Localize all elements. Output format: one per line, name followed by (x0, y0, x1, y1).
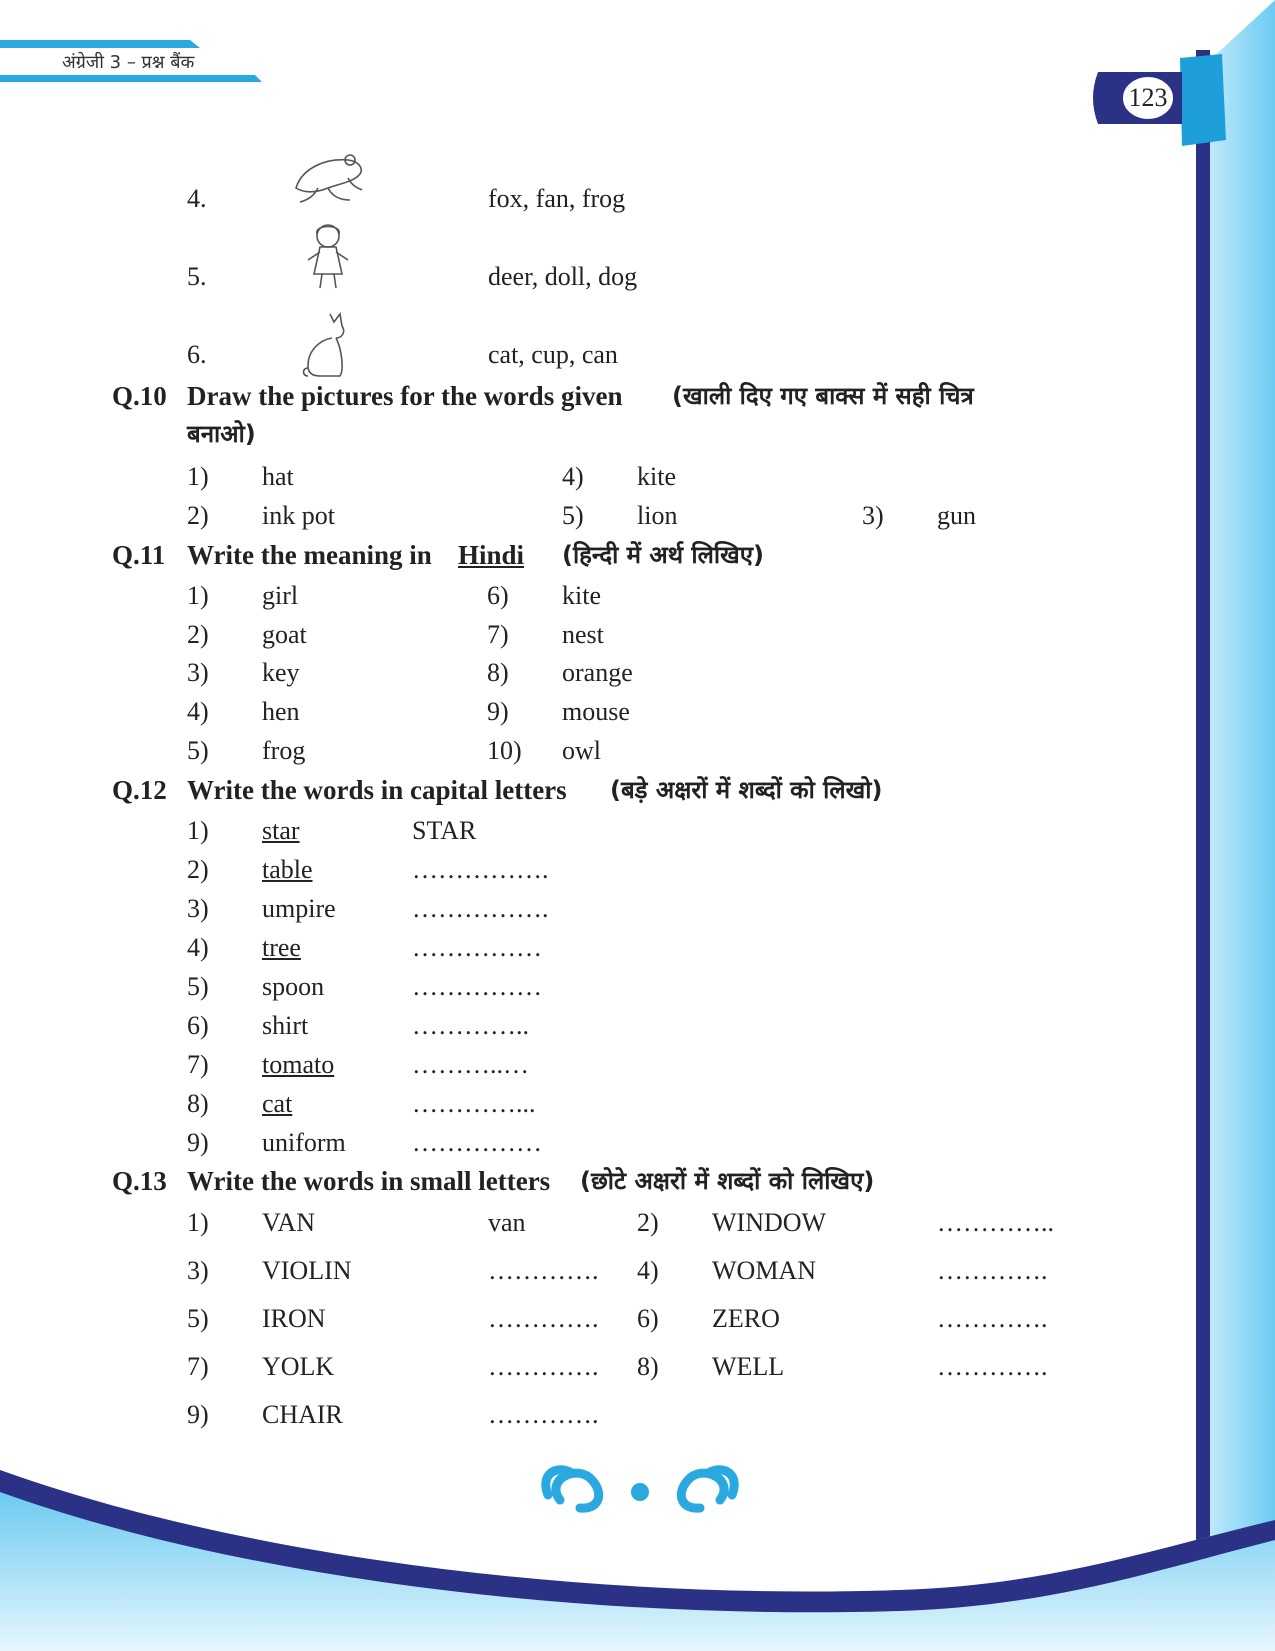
frog-icon (288, 148, 366, 206)
q12-item-word: tree (262, 933, 301, 962)
q13-item-word: CHAIR (262, 1400, 343, 1429)
q13-item-num: 5) (187, 1304, 209, 1333)
q12-answer-blank: ……………. (412, 894, 549, 923)
q13-answer-blank: ………….. (937, 1208, 1054, 1237)
q12-item-word: umpire (262, 894, 336, 923)
q9-item-num: 4. (187, 184, 207, 213)
q9-options: cat, cup, can (488, 340, 618, 369)
q12-item-word: uniform (262, 1128, 346, 1157)
q11-item-word: mouse (562, 697, 630, 726)
q13-answer-blank: …………. (937, 1304, 1048, 1333)
q11-item-word: key (262, 658, 300, 687)
q10-item-word: ink pot (262, 501, 335, 530)
q11-item-num: 1) (187, 581, 209, 610)
header-stripe-bottom (0, 75, 262, 82)
q10-item-word: hat (262, 462, 294, 491)
q12-item-word: star (262, 816, 300, 845)
q11-item-word: girl (262, 581, 299, 610)
q11-label: Q.11 (112, 540, 166, 570)
q13-item-num: 6) (637, 1304, 659, 1333)
q13-item-word: WELL (712, 1352, 785, 1381)
q12-title: Write the words in capital letters (187, 775, 567, 805)
cat-icon (300, 310, 352, 378)
q12-item-num: 8) (187, 1089, 209, 1118)
q11-item-num: 8) (487, 658, 509, 687)
header-stripe-top (0, 40, 200, 48)
q11-item-num: 10) (487, 736, 522, 765)
q9-item-num: 5. (187, 262, 207, 291)
q10-item-num: 1) (187, 462, 209, 491)
q12-item-num: 4) (187, 933, 209, 962)
q12-item-num: 7) (187, 1050, 209, 1079)
q9-options: fox, fan, frog (488, 184, 626, 213)
q11-hindi: (हिन्दी में अर्थ लिखिए) (562, 541, 764, 569)
q12-label: Q.12 (112, 775, 167, 805)
q12-item-word: spoon (262, 972, 325, 1001)
q13-item-word: VIOLIN (262, 1256, 352, 1285)
q11-item-num: 3) (187, 658, 209, 687)
q10-hindi: (खाली दिए गए बाक्स में सही चित्र (672, 382, 974, 410)
q13-item-word: WOMAN (712, 1256, 816, 1285)
q12-hindi: (बड़े अक्षरों में शब्दों को लिखो) (610, 776, 883, 804)
q12-item-word: table (262, 855, 313, 884)
q13-item-num: 4) (637, 1256, 659, 1285)
q11-item-num: 9) (487, 697, 509, 726)
q13-answer-blank: …………. (937, 1352, 1048, 1381)
q13-item-num: 9) (187, 1400, 209, 1429)
q11-item-word: nest (562, 620, 604, 649)
q12-answer-blank: ………….. (412, 1011, 529, 1040)
q9-item-num: 6. (187, 340, 207, 369)
q13-answer-blank: …………. (488, 1400, 599, 1429)
q10-item-num: 4) (562, 462, 584, 491)
right-panel (1210, 0, 1275, 1651)
q12-item-num: 5) (187, 972, 209, 1001)
q13-item-num: 7) (187, 1352, 209, 1381)
q11-item-num: 7) (487, 620, 509, 649)
q11-item-num: 6) (487, 581, 509, 610)
q10-title: Draw the pictures for the words given (187, 381, 623, 411)
q13-item-answer: van (488, 1208, 526, 1237)
q11-item-num: 5) (187, 736, 209, 765)
q11-item-word: orange (562, 658, 633, 687)
q12-answer-blank: …………… (412, 972, 542, 1001)
q13-item-num: 3) (187, 1256, 209, 1285)
q11-title: Write the meaning in (187, 540, 432, 570)
q12-answer-blank: …………... (412, 1089, 536, 1118)
q12-item-answer: STAR (412, 816, 477, 845)
page-tab (1180, 54, 1226, 146)
q13-item-word: WINDOW (712, 1208, 827, 1237)
q13-item-word: ZERO (712, 1304, 780, 1333)
q12-item-num: 6) (187, 1011, 209, 1040)
q13-answer-blank: …………. (488, 1256, 599, 1285)
q13-item-word: VAN (262, 1208, 315, 1237)
q11-item-word: frog (262, 736, 306, 765)
right-navy-bar (1196, 50, 1210, 1590)
q12-item-num: 3) (187, 894, 209, 923)
q10-item-num: 2) (187, 501, 209, 530)
q13-item-num: 2) (637, 1208, 659, 1237)
q10-item-num: 5) (562, 501, 584, 530)
q12-answer-blank: …………… (412, 1128, 542, 1157)
page-number: 123 (1128, 83, 1168, 112)
q12-item-num: 9) (187, 1128, 209, 1157)
q9-options: deer, doll, dog (488, 262, 638, 291)
q12-item-num: 1) (187, 816, 209, 845)
q11-item-num: 4) (187, 697, 209, 726)
q11-item-word: kite (562, 581, 601, 610)
q12-item-word: shirt (262, 1011, 309, 1040)
q12-item-word: cat (262, 1089, 293, 1118)
q13-item-num: 1) (187, 1208, 209, 1237)
q11-item-word: hen (262, 697, 300, 726)
q12-item-num: 2) (187, 855, 209, 884)
q13-answer-blank: …………. (488, 1352, 599, 1381)
q12-answer-blank: ……………. (412, 855, 549, 884)
q11-title-hindi-word: Hindi (458, 540, 525, 570)
q11-item-num: 2) (187, 620, 209, 649)
q10-label: Q.10 (112, 381, 167, 411)
q12-answer-blank: …………… (412, 933, 542, 962)
q11-item-word: goat (262, 620, 307, 649)
q12-answer-blank: ………..… (412, 1050, 529, 1079)
ornament-dot (631, 1483, 649, 1501)
q10-hindi-continued: बनाओ) (187, 420, 256, 448)
q11-item-word: owl (562, 736, 601, 765)
q13-item-word: YOLK (262, 1352, 335, 1381)
header-title: अंग्रेजी 3 – प्रश्न बैंक (62, 52, 195, 73)
q10-item-word: lion (637, 501, 678, 530)
q13-hindi: (छोटे अक्षरों में शब्दों को लिखिए) (580, 1167, 875, 1195)
q13-item-word: IRON (262, 1304, 326, 1333)
doll-icon (302, 220, 354, 292)
q12-item-word: tomato (262, 1050, 335, 1079)
q13-title: Write the words in small letters (187, 1166, 551, 1196)
q10-item-word: gun (937, 501, 976, 530)
q13-answer-blank: …………. (937, 1256, 1048, 1285)
q13-label: Q.13 (112, 1166, 167, 1196)
q13-item-num: 8) (637, 1352, 659, 1381)
q10-item-num: 3) (862, 501, 884, 530)
q13-answer-blank: …………. (488, 1304, 599, 1333)
q10-item-word: kite (637, 462, 676, 491)
